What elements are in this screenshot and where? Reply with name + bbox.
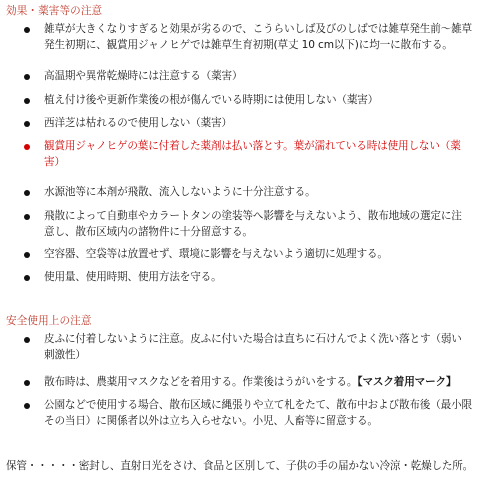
- item-text: 空容器、空袋等は放置せず、環境に影響を与えないよう適切に処理する。: [44, 248, 388, 260]
- bullet-icon: [24, 74, 30, 80]
- bullet-icon: [24, 252, 30, 258]
- item-text: 公園などで使用する場合、散布区域に縄張りや立て札をたて、散布中および散布後（最小限その当日）に関係者以外は立ち入らせない。小児、人畜等に留意する。: [44, 399, 472, 427]
- item-text: 水源池等に本剤が飛散、流入しないように十分注意する。: [44, 186, 316, 198]
- section-heading-safety: 安全使用上の注意: [6, 315, 92, 327]
- item-text: [44, 375, 472, 391]
- bullet-icon: [24, 144, 30, 150]
- section-heading-effects: 効果・薬害等の注意: [6, 5, 103, 17]
- bullet-icon: [24, 403, 30, 409]
- bullet-icon: [24, 27, 30, 33]
- item-text-main: 散布時は、農薬用マスクなどを着用する。作業後はうがいをする。: [44, 376, 358, 388]
- bullet-icon: [24, 190, 30, 196]
- mask-mark-label: 【マスク着用マーク】: [357, 376, 457, 388]
- item-text: 飛散によって自動車やカラートタンの塗装等へ影響を与えないよう、散布地域の選定に注意し、散布区域内の諸物件に十分留意する。: [44, 210, 462, 238]
- item-text: 雑草が大きくなりすぎると効果が劣るので、こうらいしば及びのしばでは雑草発生前〜雑草発生初期に、観賞用ジャノヒゲでは雑草生育初期(草丈 10 cm以下)に均一に散布する。: [44, 23, 472, 51]
- item-text-warning: 観賞用ジャノヒゲの葉に付着した薬剤は払い落とす。葉が濡れている時は使用しない（薬害）: [44, 140, 461, 168]
- bullet-icon: [24, 98, 30, 104]
- item-text: 植え付け後や更新作業後の根が傷んでいる時期には使用しない（薬害）: [44, 94, 379, 106]
- bullet-icon: [24, 275, 30, 281]
- item-text: 皮ふに付着しないように注意。皮ふに付いた場合は直ちに石けんでよく洗い落とす（弱い刺激性）: [44, 333, 462, 361]
- item-text: 西洋芝は枯れるので使用しない（薬害）: [44, 117, 232, 129]
- item-text: 高温期や異常乾燥時には注意する（薬害）: [44, 70, 243, 82]
- bullet-icon: [24, 380, 30, 386]
- bullet-icon: [24, 214, 30, 220]
- storage-note: 保管・・・・・密封し、直射日光をさけ、食品と区別して、子供の手の届かない冷涼・乾燥した所。: [6, 460, 474, 472]
- bullet-icon: [24, 337, 30, 343]
- item-text: 使用量、使用時期、使用方法を守る。: [44, 271, 222, 283]
- bullet-icon: [24, 121, 30, 127]
